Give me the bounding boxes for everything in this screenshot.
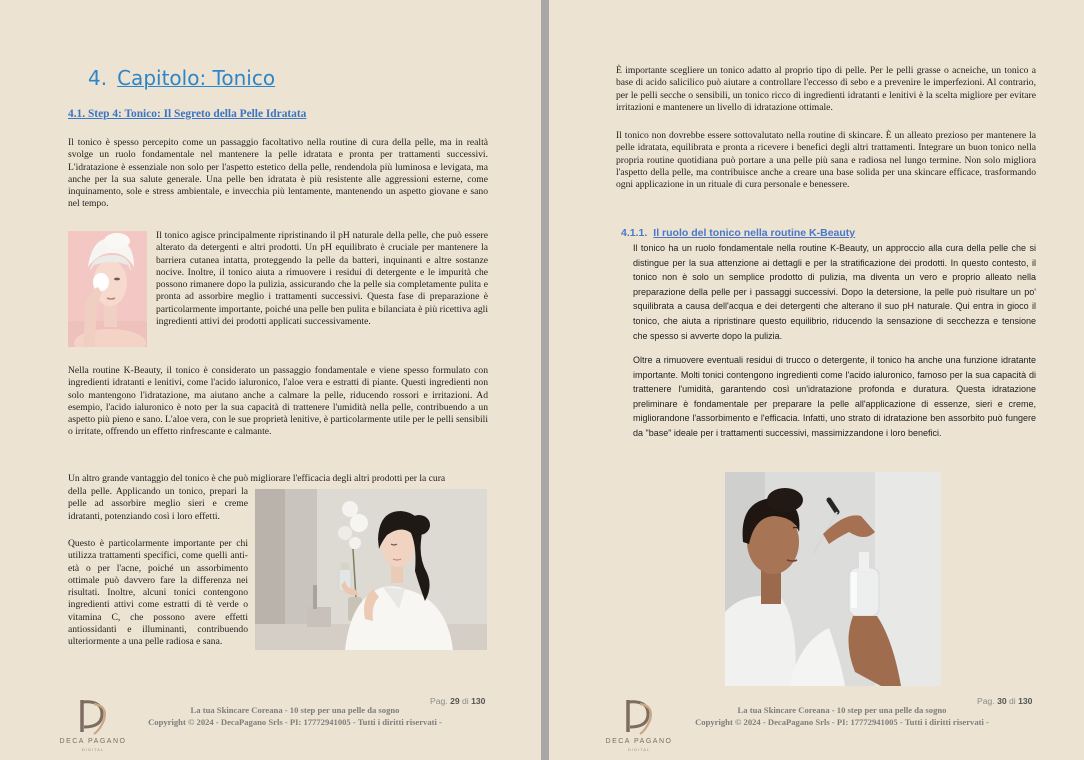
logo-subtitle: DIGITAL — [627, 747, 651, 752]
page-total: 130 — [471, 696, 486, 706]
footer-book-title: La tua Skincare Coreana - 10 step per una pelle da sogno — [737, 705, 947, 715]
logo-subtitle: DIGITAL — [81, 747, 105, 752]
woman-applying-serum-photo — [255, 489, 487, 650]
footer-book-title: La tua Skincare Coreana - 10 step per una pelle da sogno — [190, 705, 400, 715]
page-number — [430, 696, 485, 706]
company-logo — [604, 696, 674, 756]
chapter-number: 4. — [88, 66, 108, 90]
subsection-title-text: Il ruolo del tonico nella routine K-Beauty — [653, 227, 856, 239]
subsection-number: 4.1.1. — [621, 227, 648, 239]
company-logo — [58, 696, 128, 756]
chapter-title-text: Capitolo: Tonico — [117, 66, 276, 90]
footer-copyright: Copyright © 2024 - DecaPagano Srls - PI: 17772941005 - Tutti i diritti riservati - — [148, 717, 442, 727]
page-number — [977, 696, 1032, 706]
page-of: di — [1009, 696, 1016, 706]
section-number: 4.1. — [68, 108, 86, 120]
section-title — [68, 108, 306, 120]
logo-name: DECA PAGANO — [605, 738, 673, 745]
woman-cotton-pad-photo — [68, 231, 147, 347]
paragraph: Il tonico è spesso percepito come un passaggio facoltativo nella routine di cura della pelle, ma in realtà svolge un ruolo fondamentale nel mantenere la pelle idratata e pronta per trattamenti successivi. L'idratazione è essenziale non solo per l'aspetto estetico della pelle, rendendola più luminosa e levigata, ma anche per la sua salute generale. Una pelle ben idratata è più resistente alle aggressioni esterne, come inquinamento, sole e stress ambientale, e invecchia più lentamente, mantenendo un aspetto giovane e sano nel tempo. — [68, 137, 488, 210]
paragraph: Nella routine K-Beauty, il tonico è considerato un passaggio fondamentale e viene spesso formulato con ingredienti idratanti e lenitivi, come l'acido ialuronico, l'aloe vera e estratti di piante. Questi ingredienti non solo mantengono l'idratazione, ma aiutano anche a calmare la pelle, riducendo rossori e irritazioni. Ad esempio, l'acido ialuronico è noto per la sua capacità di trattenere l'umidità nella pelle, contribuendo a un aspetto più pieno e sano. L'aloe vera, con le sue proprietà lenitive, è particolarmente utile per le pelli sensibili o irritate, offrendo un effetto rinfrescante e calmante. — [68, 365, 488, 438]
paragraph: Il tonico non dovrebbe essere sottovalutato nella routine di skincare. È un alleato prezioso per mantenere la pelle idratata, equilibrata e pronta a ricevere i benefici degli altri trattamenti. Integrare un buon tonico nella propria routine quotidiana può portare a una pelle più sana e radiosa nel lungo termine. Non solo migliora l'aspetto della pelle, ma contribuisce anche a creare una base solida per una skincare efficace, trasformando ogni applicazione in un rituale di cura personale e benessere. — [616, 130, 1036, 191]
footer-copyright: Copyright © 2024 - DecaPagano Srls - PI: 17772941005 - Tutti i diritti riservati - — [695, 717, 989, 727]
paragraph-first-line: Un altro grande vantaggio del tonico è che può migliorare l'efficacia degli altri prodotti per la cura — [68, 473, 446, 484]
paragraph: della pelle. Applicando un tonico, prepari la pelle ad assorbire meglio sieri e creme idratanti, potenziando così i loro effetti. — [68, 486, 248, 522]
page-29 — [0, 0, 541, 760]
section-title-text: Step 4: Tonico: Il Segreto della Pelle Idratata — [87, 108, 307, 120]
page-total: 130 — [1018, 696, 1033, 706]
page-label: Pag. — [977, 696, 995, 706]
woman-dropper-bottle-photo — [725, 472, 941, 686]
paragraph: È importante scegliere un tonico adatto al proprio tipo di pelle. Per le pelli grasse o acneiche, un tonico a base di acido salicilico può aiutare a controllare l'eccesso di sebo e a prevenire le imperfezioni. Al contrario, per le pelli secche o sensibili, un tonico ricco di ingredienti idratanti e lenitivi è la scelta migliore per evitare irritazioni e mantenere un livello di idratazione ottimale. — [616, 65, 1036, 113]
paragraph: Il tonico ha un ruolo fondamentale nella routine K-Beauty, un approccio alla cura della pelle che si distingue per la sua attenzione ai dettagli e per la stratificazione dei prodotti. In questo contesto, il tonico non è solo un semplice prodotto di pulizia, ma diventa un vero e proprio alleato nella preparazione della pelle per i passaggi successivi. Dopo la detersione, la pelle può risultare un po' squilibrata a causa dell'acqua e dei detergenti che alterano il suo pH naturale. Qui entra in gioco il tonico, che aiuta a ripristinare questo equilibrio, riducendo la sensazione di secchezza e tensione che spesso si avverte dopo la pulizia. — [633, 243, 1036, 341]
page-current: 29 — [450, 696, 460, 706]
paragraph: Questo è particolarmente importante per chi utilizza trattamenti specifici, come quelli anti-età o per l'acne, poiché un assorbimento ottimale può davvero fare la differenza nei risultati. Inoltre, alcuni tonici contengono ingredienti attivi come estratti di tè verde o vitamina C, che possono avere effetti antiossidanti e illuminanti, contribuendo ulteriormente a una pelle radiosa e sana. — [68, 538, 248, 648]
page-label: Pag. — [430, 696, 448, 706]
paragraph: Il tonico agisce principalmente ripristinando il pH naturale della pelle, che può essere alterato da detergenti e altri prodotti. Un pH equilibrato è cruciale per mantenere la barriera cutanea intatta, proteggendo la pelle da batteri, inquinanti e altre sostanze nocive. Inoltre, il tonico aiuta a rimuovere i residui di detergente e le impurità che possono rimanere dopo la pulizia, assicurando che la pelle sia completamente pulita e pronta ad assorbire meglio i trattamenti successivi. Questa fase di preparazione è particolarmente importante, poiché una pelle ben pulita e bilanciata è più ricettiva agli ingredienti attivi dei prodotti applicati successivamente. — [156, 230, 488, 328]
chapter-title — [88, 66, 275, 90]
subsection-title — [621, 227, 855, 239]
page-current: 30 — [997, 696, 1007, 706]
page-of: di — [462, 696, 469, 706]
paragraph: Oltre a rimuovere eventuali residui di trucco o detergente, il tonico ha anche una funzione idratante importante. Molti tonici contengono ingredienti come l'acido ialuronico, famoso per la sua capacità di trattenere l'umidità, garantendo così un'idratazione profonda e duratura. Questa idratazione preliminare è fondamentale per preparare la pelle all'applicazione di essenze, sieri e creme, migliorandone l'assorbimento e l'efficacia. Infatti, uno strato di idratazione ben assorbito può fungere da "base" ideale per i trattamenti successivi, massimizzandone i loro benefici. — [633, 355, 1036, 438]
page-30 — [549, 0, 1084, 760]
logo-name: DECA PAGANO — [59, 738, 127, 745]
